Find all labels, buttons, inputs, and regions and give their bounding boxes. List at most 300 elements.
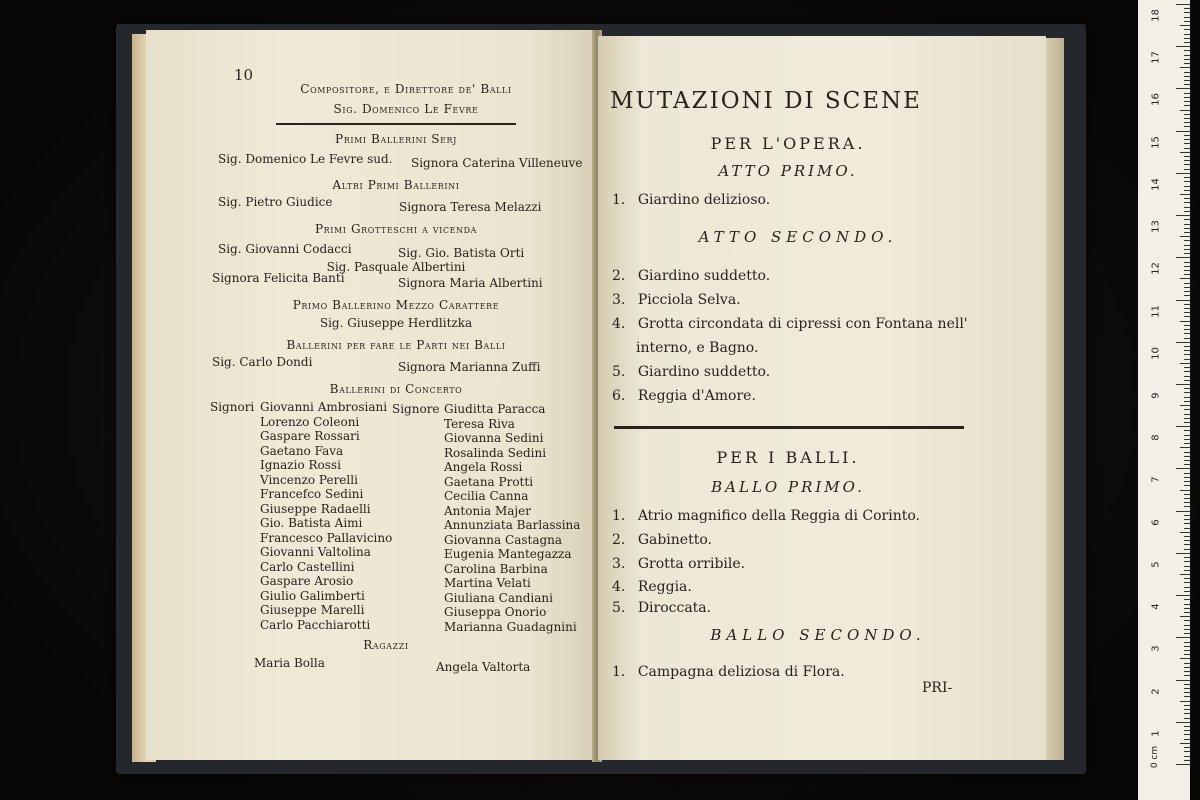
ruler-tick xyxy=(1184,633,1190,634)
ruler-tick xyxy=(1184,625,1190,626)
ruler-tick xyxy=(1180,110,1190,111)
ruler-tick xyxy=(1184,333,1190,334)
ruler-tick xyxy=(1184,329,1190,330)
scene-number: 1. xyxy=(612,192,626,208)
ruler-tick xyxy=(1184,397,1190,398)
ruler-tick xyxy=(1180,616,1190,617)
ruler-tick xyxy=(1184,528,1190,529)
ruler-tick xyxy=(1184,359,1190,360)
scene-item xyxy=(612,316,968,332)
ruler-tick xyxy=(1184,591,1190,592)
ruler-tick xyxy=(1184,481,1190,482)
ruler-label: 7 xyxy=(1150,476,1162,484)
ballo-primo-heading: BALLO PRIMO. xyxy=(711,478,865,496)
ruler-tick xyxy=(1184,274,1190,275)
ruler-tick xyxy=(1180,658,1190,659)
scene-text: Gabinetto. xyxy=(637,532,712,548)
list-item: Carolina Barbina xyxy=(444,561,548,576)
section-title-altri-primi: Altri Primi Ballerini xyxy=(332,178,460,192)
ruler-tick xyxy=(1184,143,1190,144)
ruler-label: 13 xyxy=(1150,220,1162,233)
ruler-tick xyxy=(1184,498,1190,499)
ruler-tick xyxy=(1184,316,1190,317)
list-item: Giuditta Paracca xyxy=(444,402,546,416)
row-name-left: Sig. Pietro Giudice xyxy=(218,195,333,209)
ruler-tick xyxy=(1184,414,1190,415)
ruler-tick xyxy=(1184,582,1190,583)
ruler-tick xyxy=(1184,506,1190,507)
list-item: Gio. Batista Aimi xyxy=(260,516,363,530)
list-item: Giovanni Valtolina xyxy=(260,545,371,559)
ruler-tick xyxy=(1184,126,1190,127)
ruler-tick xyxy=(1184,718,1190,719)
ruler-tick xyxy=(1184,756,1190,757)
list-item: Giuliana Candiani xyxy=(444,590,553,605)
ruler-tick xyxy=(1184,671,1190,672)
ruler-tick xyxy=(1184,211,1190,212)
scene-number: 6. xyxy=(612,388,626,404)
concerto-women-list xyxy=(444,402,580,634)
ruler-tick xyxy=(1184,338,1190,339)
ruler-tick xyxy=(1180,194,1190,195)
ruler-tick xyxy=(1184,219,1190,220)
ruler-tick xyxy=(1180,447,1190,448)
ruler-label: 10 xyxy=(1150,346,1162,360)
ruler-label: 18 xyxy=(1150,9,1162,22)
row-name-center: Sig. Giuseppe Herdlitzka xyxy=(319,316,473,330)
row-name-left: Sig. Giovanni Codacci xyxy=(218,242,352,256)
ruler-tick xyxy=(1184,118,1190,119)
scene-number: 1. xyxy=(612,664,626,680)
list-item: Martina Velati xyxy=(444,576,531,590)
scene-text: Campagna deliziosa di Flora. xyxy=(637,664,845,680)
ruler-tick xyxy=(1184,730,1190,731)
ruler-tick xyxy=(1184,262,1190,263)
row-name-right: Sig. Gio. Batista Orti xyxy=(398,246,525,260)
ruler-tick xyxy=(1176,595,1190,596)
list-item: Lorenzo Coleoni xyxy=(260,414,360,429)
ruler-tick xyxy=(1184,283,1190,284)
heading-line-1: Compositore, e Direttore de' Balli xyxy=(300,82,512,96)
ruler-tick xyxy=(1184,105,1190,106)
ruler-tick xyxy=(1184,608,1190,609)
ruler-tick xyxy=(1184,747,1190,748)
section-title-parti: Ballerini per fare le Parti nei Balli xyxy=(286,338,506,352)
ruler-label: 14 xyxy=(1150,178,1162,191)
scene-text: Picciola Selva. xyxy=(637,292,741,308)
list-item: Gaspare Arosio xyxy=(260,574,354,588)
ruler-label: 2 xyxy=(1150,687,1162,695)
scene-text: Giardino suddetto. xyxy=(637,268,771,284)
list-item: Gaetana Protti xyxy=(444,474,534,489)
ragazzi-name-left: Maria Bolla xyxy=(254,656,325,670)
ruler-label: 6 xyxy=(1150,518,1162,526)
scene-number: 2. xyxy=(612,532,626,548)
list-item: Carlo Castellini xyxy=(260,559,355,574)
scene-item xyxy=(612,364,770,380)
scene-number: 3. xyxy=(612,292,626,308)
ruler-tick xyxy=(1184,705,1190,706)
ruler-tick xyxy=(1180,701,1190,702)
ruler-tick xyxy=(1184,544,1190,545)
list-item: Francesco Pallavicino xyxy=(260,530,393,545)
measuring-ruler xyxy=(1138,0,1190,800)
ruler-tick xyxy=(1184,473,1190,474)
ruler-tick xyxy=(1184,751,1190,752)
section-title-primi-serj: Primi Ballerini Serj xyxy=(335,132,457,146)
ruler-tick xyxy=(1180,363,1190,364)
ruler-tick xyxy=(1184,650,1190,651)
ruler-tick xyxy=(1184,654,1190,655)
ruler-tick xyxy=(1184,523,1190,524)
ruler-tick xyxy=(1184,169,1190,170)
ruler-tick xyxy=(1184,367,1190,368)
ruler-tick xyxy=(1184,502,1190,503)
ruler-tick xyxy=(1184,186,1190,187)
scene-text: Diroccata. xyxy=(637,600,712,616)
ragazzi-title: Ragazzi xyxy=(363,638,409,652)
ruler-tick xyxy=(1184,135,1190,136)
ruler-tick xyxy=(1184,460,1190,461)
section-title-concerto: Ballerini di Concerto xyxy=(329,382,463,396)
ruler-tick xyxy=(1184,253,1190,254)
per-i-balli-heading: PER I BALLI. xyxy=(716,448,860,467)
ruler-tick xyxy=(1180,152,1190,153)
scene-text: Reggia d'Amore. xyxy=(637,388,756,404)
ruler-tick xyxy=(1176,764,1190,765)
scene-number: 1. xyxy=(612,508,626,524)
ruler-tick xyxy=(1176,46,1190,47)
ruler-label: 11 xyxy=(1150,304,1162,318)
ruler-label: 8 xyxy=(1150,434,1162,441)
ruler-tick xyxy=(1184,228,1190,229)
ruler-tick xyxy=(1184,675,1190,676)
ruler-tick xyxy=(1184,291,1190,292)
ruler-tick xyxy=(1184,642,1190,643)
ruler-tick xyxy=(1184,156,1190,157)
list-item: Cecilia Canna xyxy=(444,489,529,503)
ruler-tick xyxy=(1176,88,1190,89)
ruler-tick xyxy=(1184,224,1190,225)
catchword: PRI- xyxy=(922,680,953,696)
scene-item xyxy=(612,532,712,548)
ruler-tick xyxy=(1184,232,1190,233)
ruler-tick xyxy=(1184,181,1190,182)
ruler-tick xyxy=(1184,734,1190,735)
concerto-prefix-men: Signori xyxy=(210,400,255,414)
scene-item xyxy=(612,192,770,208)
scene-item xyxy=(612,268,770,284)
ruler-tick xyxy=(1184,439,1190,440)
ruler-tick xyxy=(1184,456,1190,457)
ruler-tick xyxy=(1184,612,1190,613)
scene-item xyxy=(612,292,741,308)
ruler-label: 15 xyxy=(1150,135,1162,149)
ruler-tick xyxy=(1184,122,1190,123)
ruler-tick xyxy=(1176,511,1190,512)
concerto-prefix-women: Signore xyxy=(392,402,440,416)
ruler-tick xyxy=(1184,29,1190,30)
scene-item xyxy=(612,508,920,524)
ruler-tick xyxy=(1184,561,1190,562)
atto-primo-heading: ATTO PRIMO. xyxy=(718,162,858,180)
per-opera-subtitle: PER L'OPERA. xyxy=(710,134,866,153)
concerto-men-list xyxy=(260,400,392,632)
ruler-tick xyxy=(1184,696,1190,697)
ruler-tick xyxy=(1184,494,1190,495)
ruler-tick xyxy=(1184,570,1190,571)
row-name-right: Signora Marianna Zuffi xyxy=(398,360,541,374)
scene-item xyxy=(612,664,845,680)
ruler-tick xyxy=(1180,405,1190,406)
ruler-tick xyxy=(1184,418,1190,419)
ruler-tick xyxy=(1184,287,1190,288)
scene-number: 3. xyxy=(612,556,626,572)
ruler-label: 1 xyxy=(1150,730,1162,737)
ruler-tick xyxy=(1184,599,1190,600)
ruler-tick xyxy=(1184,540,1190,541)
ballo-secondo-heading: BALLO SECONDO. xyxy=(710,626,926,644)
ruler-tick xyxy=(1184,629,1190,630)
ruler-tick xyxy=(1176,342,1190,343)
ruler-tick xyxy=(1176,637,1190,638)
ruler-tick xyxy=(1184,101,1190,102)
ruler-tick xyxy=(1184,50,1190,51)
ruler-tick xyxy=(1184,17,1190,18)
ruler-label: 16 xyxy=(1150,93,1162,107)
list-item: Gaetano Fava xyxy=(260,443,344,458)
ruler-label: 17 xyxy=(1150,51,1162,65)
ruler-tick xyxy=(1184,739,1190,740)
ruler-unit-label: 0 cm xyxy=(1150,745,1161,769)
ruler-tick xyxy=(1184,536,1190,537)
ruler-tick xyxy=(1184,177,1190,178)
ruler-tick xyxy=(1176,680,1190,681)
ruler-tick xyxy=(1184,266,1190,267)
ruler-tick xyxy=(1176,468,1190,469)
ruler-tick xyxy=(1184,202,1190,203)
ruler-tick xyxy=(1184,392,1190,393)
ruler-tick xyxy=(1180,67,1190,68)
ruler-tick xyxy=(1184,164,1190,165)
scene-text: Grotta circondata di cipressi con Fontana nell' xyxy=(637,316,968,332)
ragazzi-name-right: Angela Valtorta xyxy=(436,660,531,674)
scene-item-continuation xyxy=(636,340,758,356)
ruler-tick xyxy=(1184,139,1190,140)
list-item: Vincenzo Perelli xyxy=(260,472,358,487)
list-item: Annunziata Barlassina xyxy=(444,518,581,532)
scene-text: Giardino suddetto. xyxy=(637,364,771,380)
list-item: Giuseppe Marelli xyxy=(260,603,365,617)
ruler-tick xyxy=(1184,312,1190,313)
ruler-tick xyxy=(1180,25,1190,26)
scene-number: 5. xyxy=(612,364,626,380)
list-item: Giovanni Ambrosiani xyxy=(260,400,388,414)
scene-item xyxy=(612,600,711,616)
ruler-tick xyxy=(1184,422,1190,423)
ruler-tick xyxy=(1184,376,1190,377)
ruler-tick xyxy=(1184,663,1190,664)
ruler-tick xyxy=(1184,34,1190,35)
list-item: Giulio Galimberti xyxy=(260,588,365,603)
ruler-tick xyxy=(1184,578,1190,579)
ruler-tick xyxy=(1184,21,1190,22)
ruler-tick xyxy=(1184,709,1190,710)
ruler-label: 4 xyxy=(1150,603,1162,610)
list-item: Carlo Pacchiarotti xyxy=(260,617,371,632)
ruler-tick xyxy=(1184,114,1190,115)
heading-rule xyxy=(276,123,516,125)
ruler-tick xyxy=(1184,485,1190,486)
ruler-tick xyxy=(1184,713,1190,714)
ruler-tick xyxy=(1184,401,1190,402)
ruler-tick xyxy=(1184,587,1190,588)
row-name-right: Signora Caterina Villeneuve xyxy=(411,156,583,170)
ruler-tick xyxy=(1184,388,1190,389)
list-item: Giuseppa Onorio xyxy=(444,605,547,619)
atto-secondo-heading: ATTO SECONDO. xyxy=(698,228,898,246)
ruler-tick xyxy=(1184,12,1190,13)
ruler-tick xyxy=(1184,646,1190,647)
page-number: 10 xyxy=(234,66,254,84)
ruler-tick xyxy=(1184,566,1190,567)
ruler-tick xyxy=(1184,346,1190,347)
ruler-tick xyxy=(1184,684,1190,685)
ruler-label: 12 xyxy=(1150,262,1162,276)
ruler-tick xyxy=(1184,55,1190,56)
list-item: Eugenia Mantegazza xyxy=(444,547,572,561)
ruler-tick xyxy=(1184,477,1190,478)
ruler-tick xyxy=(1184,308,1190,309)
ruler-tick xyxy=(1184,97,1190,98)
scenes-title: MUTAZIONI DI SCENE xyxy=(610,88,922,114)
ruler-tick xyxy=(1184,688,1190,689)
row-name-left: Signora Felicita Banti xyxy=(212,271,345,285)
scene-text: Grotta orribile. xyxy=(637,556,746,572)
scene-number: 4. xyxy=(612,316,626,332)
row-name-left: Sig. Carlo Dondi xyxy=(212,355,313,369)
list-item: Teresa Riva xyxy=(444,416,515,431)
ruler-tick xyxy=(1184,464,1190,465)
ruler-tick xyxy=(1184,38,1190,39)
row-name-center: Sig. Pasquale Albertini xyxy=(326,260,466,274)
row-name-left: Sig. Domenico Le Fevre sud. xyxy=(218,152,393,166)
ruler-tick xyxy=(1184,84,1190,85)
row-name-right: Signora Maria Albertini xyxy=(398,276,543,290)
ruler-tick xyxy=(1184,198,1190,199)
ruler-tick xyxy=(1184,93,1190,94)
ruler-tick xyxy=(1184,409,1190,410)
ruler-tick xyxy=(1184,519,1190,520)
ruler-tick xyxy=(1176,131,1190,132)
section-rule xyxy=(614,426,964,429)
list-item: Giovanna Castagna xyxy=(444,532,563,547)
ruler-tick xyxy=(1180,532,1190,533)
ruler-tick xyxy=(1184,443,1190,444)
list-item: Ignazio Rossi xyxy=(260,458,341,472)
list-item: Giuseppe Radaelli xyxy=(260,501,371,516)
ruler-tick xyxy=(1184,63,1190,64)
ruler-tick xyxy=(1184,380,1190,381)
ruler-tick xyxy=(1176,722,1190,723)
scene-number: 5. xyxy=(612,600,626,616)
ruler-tick xyxy=(1176,300,1190,301)
ruler-tick xyxy=(1184,240,1190,241)
ruler-tick xyxy=(1180,236,1190,237)
list-item: Gaspare Rossari xyxy=(260,429,360,443)
scene-number: 4. xyxy=(612,579,626,595)
ruler-tick xyxy=(1176,173,1190,174)
section-title-mezzo-carattere: Primo Ballerino Mezzo Carattere xyxy=(292,298,500,312)
ruler-tick xyxy=(1184,207,1190,208)
scene-item xyxy=(612,556,745,572)
ruler-tick xyxy=(1184,304,1190,305)
list-item: Rosalinda Sedini xyxy=(444,445,547,460)
ruler-tick xyxy=(1180,278,1190,279)
ruler-tick xyxy=(1184,667,1190,668)
scene-text: Atrio magnifico della Reggia di Corinto. xyxy=(637,508,920,524)
ruler-label: 5 xyxy=(1150,561,1162,568)
scene-text: Giardino delizioso. xyxy=(637,192,771,208)
ruler-tick xyxy=(1184,59,1190,60)
ruler-tick xyxy=(1184,270,1190,271)
ruler-tick xyxy=(1180,743,1190,744)
heading-line-2: Sig. Domenico Le Fevre xyxy=(333,102,479,116)
ruler-tick xyxy=(1184,72,1190,73)
ruler-tick xyxy=(1180,321,1190,322)
scene-item xyxy=(612,579,692,595)
list-item: Antonia Majer xyxy=(444,503,531,518)
left-page xyxy=(146,30,596,760)
ruler-tick xyxy=(1184,760,1190,761)
section-title-grotteschi: Primi Grotteschi a vicenda xyxy=(314,222,478,236)
ruler-tick xyxy=(1176,215,1190,216)
row-name-right: Signora Teresa Melazzi xyxy=(399,200,542,214)
ruler-tick xyxy=(1180,574,1190,575)
ruler-tick xyxy=(1184,430,1190,431)
ruler-tick xyxy=(1184,692,1190,693)
ruler-label: 3 xyxy=(1150,645,1162,653)
ruler-tick xyxy=(1184,295,1190,296)
ruler-tick xyxy=(1184,249,1190,250)
right-page xyxy=(598,36,1046,760)
ruler-tick xyxy=(1184,245,1190,246)
ruler-tick xyxy=(1184,620,1190,621)
ruler-tick xyxy=(1184,726,1190,727)
scene-item xyxy=(612,388,756,404)
ruler-tick xyxy=(1184,435,1190,436)
ruler-tick xyxy=(1176,257,1190,258)
ruler-tick xyxy=(1184,604,1190,605)
ruler-tick xyxy=(1184,160,1190,161)
ruler-tick xyxy=(1176,553,1190,554)
scene-text: interno, e Bagno. xyxy=(636,340,759,356)
ruler-tick xyxy=(1184,557,1190,558)
ruler-tick xyxy=(1184,325,1190,326)
ruler-tick xyxy=(1184,515,1190,516)
list-item: Francefco Sedini xyxy=(260,487,364,501)
ruler-tick xyxy=(1184,350,1190,351)
ruler-tick xyxy=(1176,4,1190,5)
ruler-tick xyxy=(1184,80,1190,81)
ruler-label: 9 xyxy=(1150,392,1162,399)
ruler-tick xyxy=(1184,76,1190,77)
ruler-tick xyxy=(1176,384,1190,385)
ruler-tick xyxy=(1184,452,1190,453)
scene-number: 2. xyxy=(612,268,626,284)
ruler-tick xyxy=(1176,426,1190,427)
scene-text: Reggia. xyxy=(637,579,692,595)
